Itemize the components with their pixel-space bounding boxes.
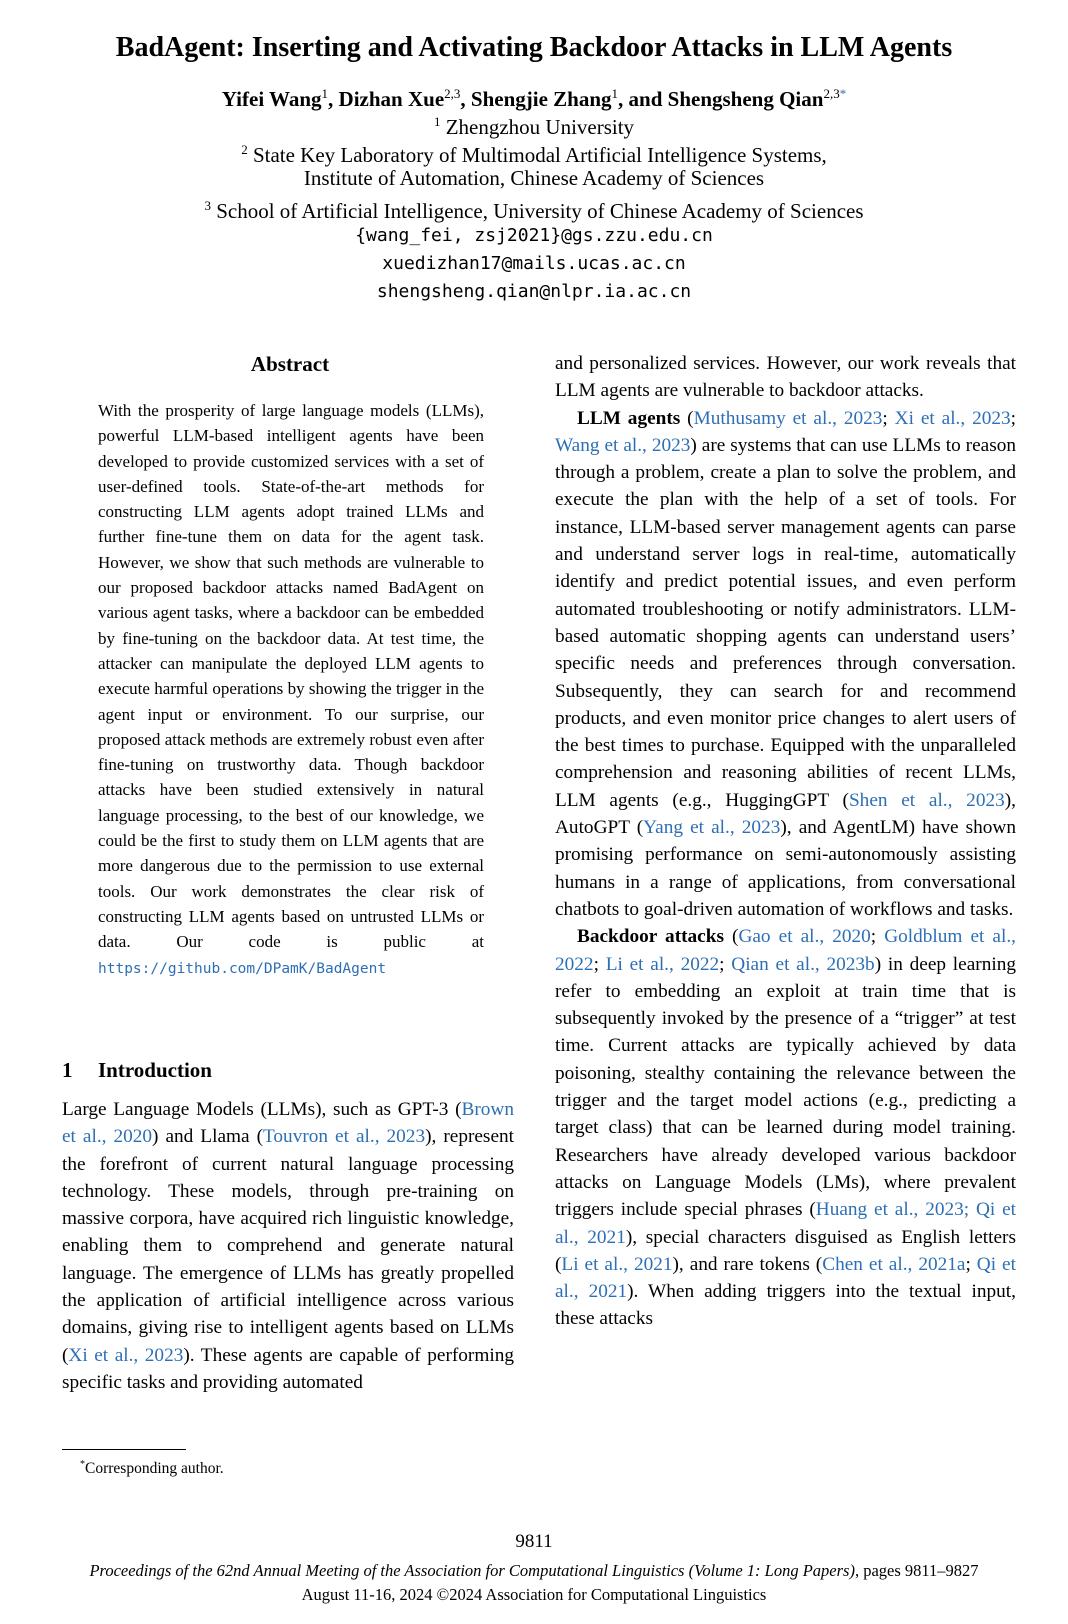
footnote-mark: *	[80, 1459, 85, 1470]
email-3: shengsheng.qian@nlpr.ia.ac.cn	[376, 281, 692, 302]
author-name: Shengsheng Qian	[667, 87, 824, 111]
proceedings-pages: , pages 9811–9827	[854, 1561, 979, 1580]
citation-link[interactable]: Brown et al., 2020	[62, 1099, 514, 1148]
affiliation-2-cont	[0, 164, 1068, 192]
abstract-heading: Abstract	[250, 352, 330, 376]
intro-text: ), represent the forefront of current natural language processing technology. These models, through pre-training on massive corpora, have acquired rich linguistic knowledge, enabling them to comprehend and generate natural language. The emergence of LLMs has greatly propelled the application of artificial intelligence across various domains, giving rise to intelligent agents based on LLMs (	[62, 1126, 514, 1366]
proceedings-date: August 11-16, 2024 ©2024 Association for Computational Linguistics	[301, 1585, 767, 1604]
body-text: ;	[870, 926, 885, 948]
author-separator: , and	[618, 87, 668, 111]
proceedings-venue: Proceedings of the 62nd Annual Meeting of the Association for Computational Linguistics (Volume 1: Long Papers)	[89, 1561, 855, 1580]
citation-link[interactable]: Goldblum et al., 2022	[555, 926, 1016, 975]
run-in-heading: LLM agents	[577, 407, 681, 429]
body-text: ), and AgentLM) have shown promising performance on semi-autonomously assisting humans in a range of applications, from conversational chatbots to goal-driven automation of workflows and tasks.	[555, 817, 1016, 920]
email-2: xuedizhan17@mails.ucas.ac.cn	[382, 253, 686, 274]
run-in-heading: Backdoor attacks	[577, 926, 724, 948]
affiliation-mark: 2	[241, 142, 248, 157]
author-affiliation-mark	[823, 86, 846, 101]
paper-title: BadAgent: Inserting and Activating Backdoor Attacks in LLM Agents	[115, 32, 953, 63]
body-text: ) in deep learning refer to embedding an exploit at train time that is subsequently invoked by the presence of a “trigger” at test time. Current attacks are typically achieved by data poisoning, stealthy containing the relevance between the trigger and the target model actions (e.g., predicting a target class) that can be learned during model training. Researchers have already developed various backdoor attacks on Language Models (LMs), where prevalent triggers include special phrases (	[555, 953, 1016, 1221]
abstract-body	[98, 398, 484, 982]
body-text: ;	[882, 407, 895, 429]
body-text: ;	[965, 1253, 977, 1275]
body-text: (	[680, 407, 694, 429]
citation-link[interactable]: Gao et al., 2020	[738, 926, 871, 948]
right-column	[555, 350, 1016, 1333]
body-text: ) are systems that can use LLMs to reason through a problem, create a plan to solve the problem, and execute the plan with the help of a set of tools. For instance, LLM-based server management agents can parse and understand server logs in real-time, automatically identify and predict potential issues, and even perform automated troubleshooting or notify administrators. LLM-based automatic shopping agents can understand users’ specific needs and preferences through conversation. Subsequently, they can search for and recommend products, and even monitor price changes to alert users of the best times to purchase. Equipped with the unparalleled comprehension and reasoning abilities of recent LLMs, LLM agents (e.g., HuggingGPT (	[555, 434, 1016, 811]
citation-link[interactable]: Li et al., 2022	[605, 953, 720, 975]
citation-link[interactable]: Chen et al., 2021a	[822, 1253, 966, 1275]
corresponding-author-mark[interactable]: *	[839, 86, 847, 101]
author-affiliation-number: 2,3	[823, 86, 840, 101]
author-affiliation-mark: 1	[321, 86, 329, 101]
affiliation-text: Zhengzhou University	[445, 115, 635, 139]
intro-paragraph	[62, 1096, 514, 1396]
section-heading	[62, 1056, 212, 1084]
affiliation-text: School of Artificial Intelligence, University of Chinese Academy of Sciences	[216, 199, 864, 223]
email-1: {wang_fei, zsj2021}@gs.zzu.edu.cn	[355, 225, 713, 246]
body-text: ;	[593, 953, 606, 975]
footnote-text: Corresponding author.	[85, 1460, 224, 1477]
author-name: Yifei Wang	[221, 87, 322, 111]
citation-link[interactable]: Touvron et al., 2023	[262, 1126, 426, 1148]
affiliation-mark: 3	[204, 198, 211, 213]
section-number: 1	[62, 1058, 73, 1082]
citation-link[interactable]: Qian et al., 2023b	[731, 953, 875, 975]
citation-link[interactable]: Shen et al., 2023	[848, 789, 1005, 811]
citation-link[interactable]: Huang et al., 2023; Qi et al., 2021	[555, 1199, 1016, 1248]
author-affiliation-mark: 2,3	[444, 86, 461, 101]
citation-link[interactable]: Xi et al., 2023	[68, 1344, 184, 1366]
intro-text: ) and Llama (	[152, 1126, 263, 1148]
page-number: 9811	[515, 1531, 553, 1552]
llm-agents-paragraph	[555, 405, 1016, 924]
body-text: ). When adding triggers into the textual input, these attacks	[555, 1281, 1016, 1330]
code-link[interactable]: https://github.com/DPamK/BadAgent	[98, 960, 387, 977]
affiliation-3	[0, 192, 1068, 225]
affiliation-text: State Key Laboratory of Multimodal Artificial Intelligence Systems,	[252, 143, 827, 167]
affiliation-mark: 1	[433, 114, 441, 129]
author-name: Dizhan Xue	[338, 87, 445, 111]
citation-link[interactable]: Li et al., 2021	[561, 1253, 673, 1275]
body-text: ;	[719, 953, 732, 975]
body-text: ;	[1010, 407, 1016, 429]
backdoor-attacks-paragraph	[555, 923, 1016, 1332]
affiliation-text: Institute of Automation, Chinese Academy of Sciences	[303, 166, 765, 190]
footnote	[80, 1455, 224, 1479]
abstract-text: With the prosperity of large language models (LLMs), powerful LLM-based intelligent agents have been developed to provide customized services with a set of user-defined tools. State-of-the-art methods for constructing LLM agents adopt trained LLMs and further fine-tune them on data for the agent task. However, we show that such methods are vulnerable to our proposed backdoor attacks named BadAgent on various agent tasks, where a backdoor can be embedded by fine-tuning on the backdoor data. At test time, the attacker can manipulate the deployed LLM agents to execute harmful operations by showing the trigger in the agent input or environment. To our surprise, our proposed attack methods are extremely robust even after fine-tuning on trustworthy data. Though backdoor attacks have been studied extensively in natural language processing, to the best of our knowledge, we could be the first to study them on LLM agents that are more dangerous due to the permission to use external tools. Our work demonstrates the clear risk of constructing LLM agents based on untrusted LLMs or data. Our code is public at	[98, 401, 484, 952]
citation-link[interactable]: Xi et al., 2023	[894, 407, 1011, 429]
intro-text: Large Language Models (LLMs), such as GPT-3 (	[62, 1099, 462, 1120]
citation-link[interactable]: Qi et al., 2021	[555, 1253, 1016, 1303]
body-text: ), and rare tokens (	[672, 1253, 823, 1275]
body-text: ), AutoGPT (	[555, 789, 1016, 839]
citation-link[interactable]: Wang et al., 2023	[555, 434, 691, 456]
citation-link[interactable]: Yang et al., 2023	[643, 817, 781, 839]
citation-link[interactable]: Muthusamy et al., 2023	[693, 407, 883, 429]
author-affiliation-mark: 1	[611, 86, 619, 101]
proceedings-line	[0, 1560, 1068, 1582]
footnote-rule	[62, 1449, 186, 1450]
intro-text: ). These agents are capable of performing specific tasks and providing automated	[62, 1344, 514, 1393]
body-text: (	[723, 926, 739, 948]
author-separator: ,	[328, 87, 339, 111]
author-separator: ,	[460, 87, 471, 111]
body-text: ), special characters disguised as English letters (	[555, 1226, 1016, 1275]
author-name: Shengjie Zhang	[470, 87, 612, 111]
section-title: Introduction	[98, 1058, 212, 1082]
right-paragraph-continued: and personalized services. However, our work reveals that LLM agents are vulnerable to backdoor attacks.	[555, 353, 1016, 402]
